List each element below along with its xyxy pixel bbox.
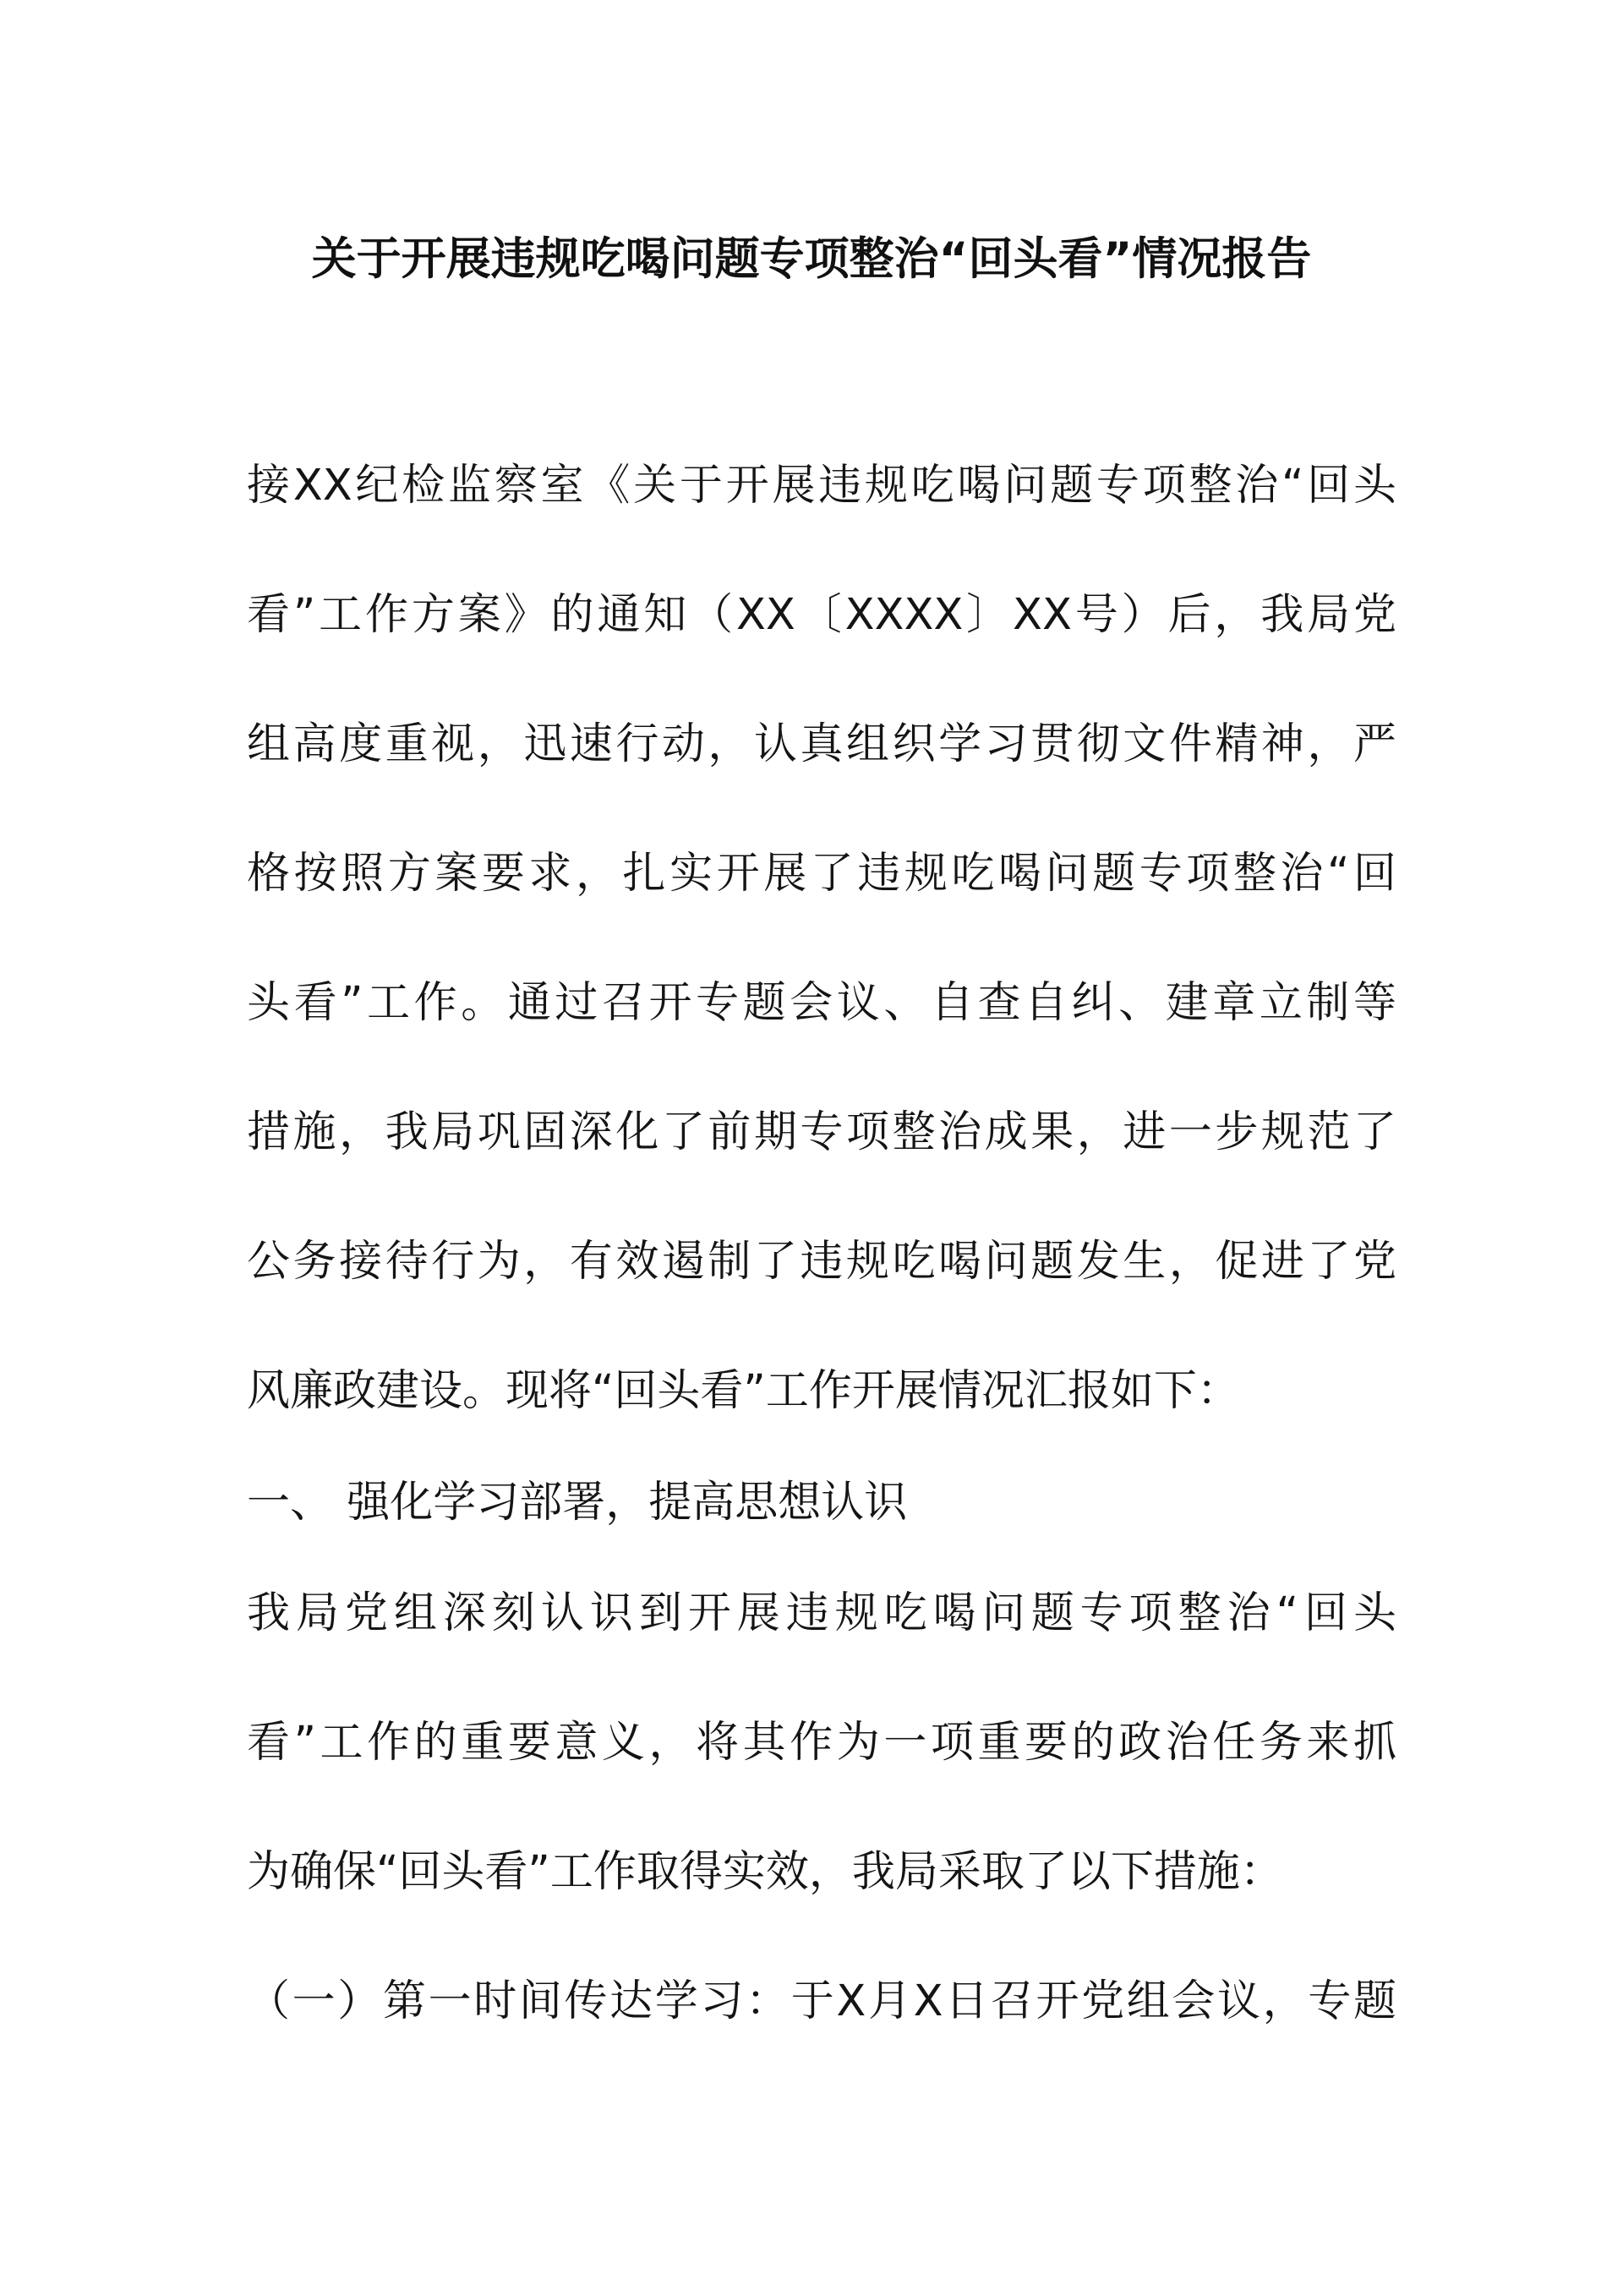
intro-line-3: 组高度重视，迅速行动，认真组织学习贯彻文件精神，严 xyxy=(247,719,1396,769)
intro-line-6: 措施，我局巩固深化了前期专项整治成果，进一步规范了 xyxy=(247,1107,1396,1157)
intro-line-8: 风廉政建设。现将“回头看”工作开展情况汇报如下： xyxy=(247,1366,1240,1416)
section-1-line-3: 为确保“回头看”工作取得实效，我局采取了以下措施： xyxy=(247,1847,1283,1897)
intro-line-2: 看”工作方案》的通知（XX〔XXXX〕XX号）后，我局党 xyxy=(247,590,1396,640)
intro-line-5: 头看”工作。通过召开专题会议、自查自纠、建章立制等 xyxy=(247,978,1396,1028)
section-1-heading: 一、 强化学习部署，提高思想认识 xyxy=(247,1478,908,1528)
intro-line-1: 接XX纪检监察室《关于开展违规吃喝问题专项整治“回头 xyxy=(247,461,1396,511)
document-title: 关于开展违规吃喝问题专项整治“回头看”情况报告 xyxy=(311,233,1312,285)
section-1-line-2: 看”工作的重要意义，将其作为一项重要的政治任务来抓 xyxy=(247,1718,1396,1768)
intro-line-4: 格按照方案要求，扎实开展了违规吃喝问题专项整治“回 xyxy=(247,849,1396,899)
intro-line-7: 公务接待行为，有效遏制了违规吃喝问题发生，促进了党 xyxy=(247,1237,1396,1287)
section-1-line-1: 我局党组深刻认识到开展违规吃喝问题专项整治“回头 xyxy=(247,1588,1396,1638)
section-1-line-4: （一）第一时间传达学习：于X月X日召开党组会议，专题 xyxy=(247,1976,1396,2026)
